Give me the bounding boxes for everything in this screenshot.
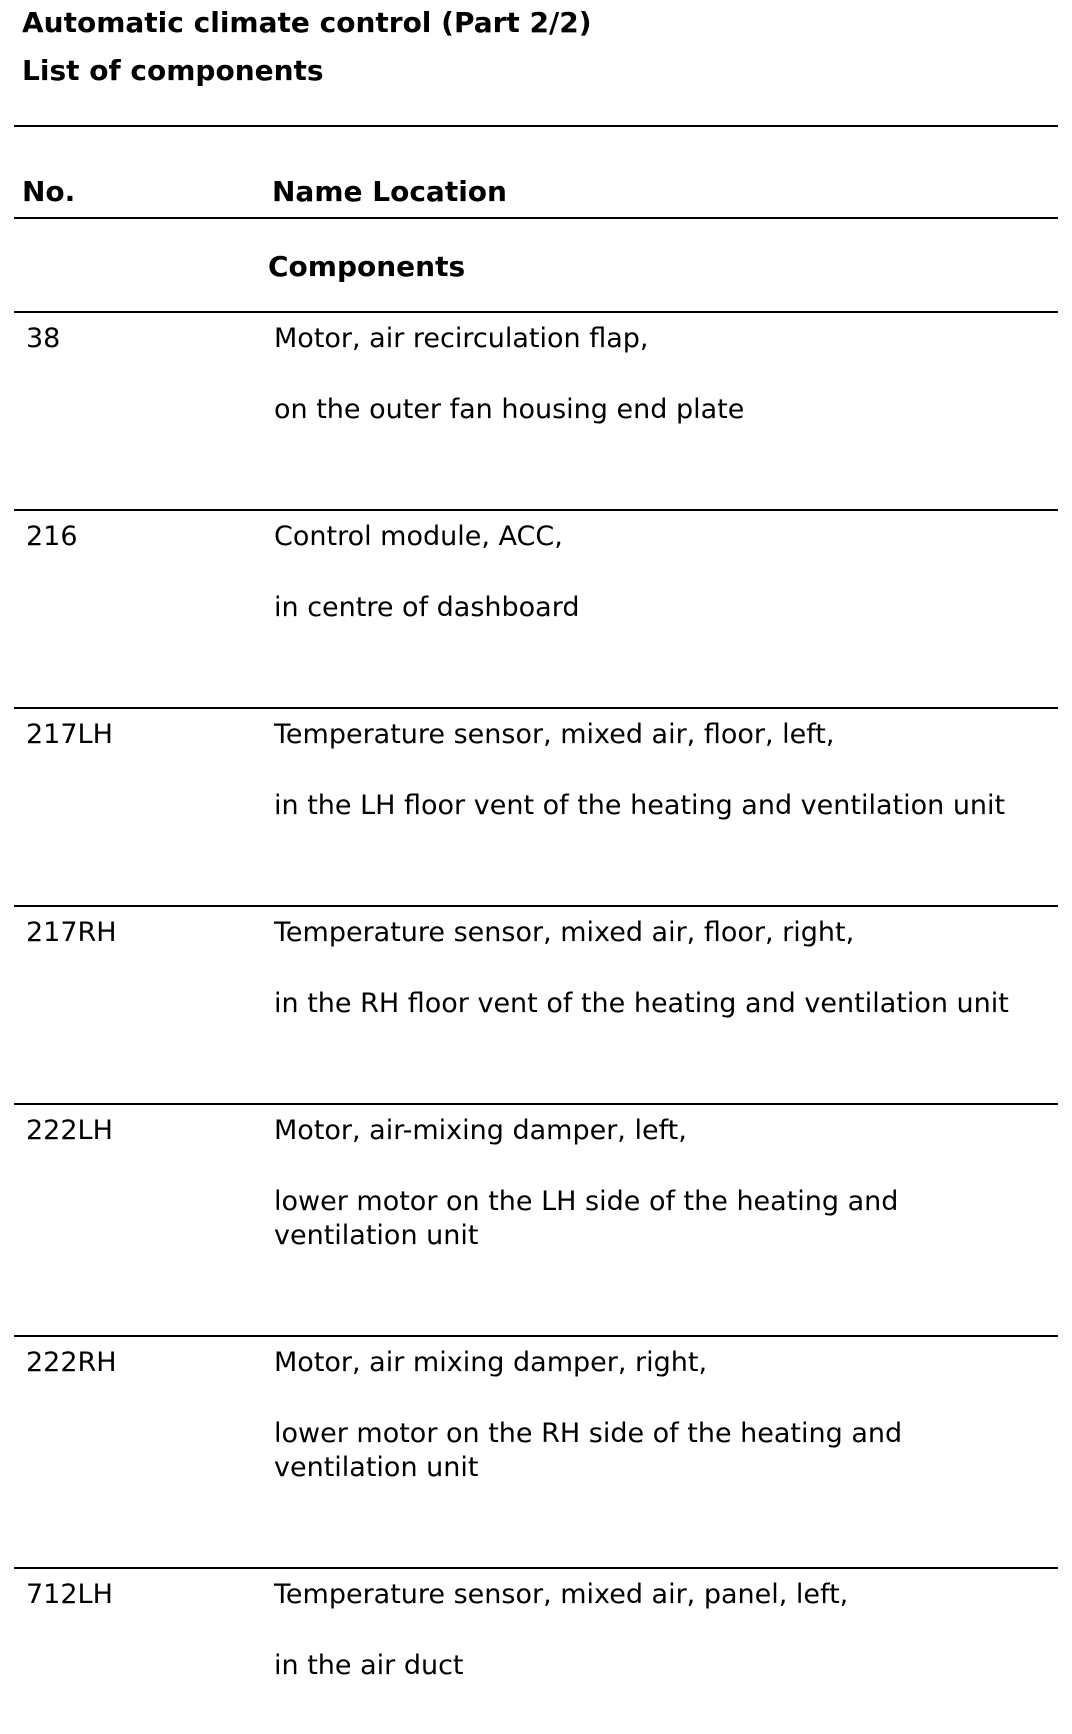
component-location: on the outer fan housing end plate	[274, 394, 745, 425]
component-location-continued: ventilation unit	[274, 1452, 479, 1483]
component-number: 222LH	[26, 1115, 113, 1146]
component-number: 712LH	[26, 1579, 113, 1610]
component-location: in the air duct	[274, 1650, 464, 1681]
component-name: Motor, air recirculation flap,	[274, 323, 649, 354]
component-name: Temperature sensor, mixed air, floor, left,	[274, 719, 835, 750]
column-header-name-location: Name Location	[272, 175, 507, 208]
component-location-continued: ventilation unit	[274, 1220, 479, 1251]
component-location: in the RH floor vent of the heating and ventilation unit	[274, 988, 1009, 1019]
component-location: in centre of dashboard	[274, 592, 580, 623]
top-divider	[14, 125, 1058, 127]
page-title: Automatic climate control (Part 2/2)	[22, 6, 592, 39]
component-name: Temperature sensor, mixed air, panel, left,	[274, 1579, 849, 1610]
component-name: Control module, ACC,	[274, 521, 563, 552]
column-header-no: No.	[22, 175, 76, 208]
component-number: 217LH	[26, 719, 113, 750]
header-divider	[14, 217, 1058, 219]
row-divider	[14, 905, 1058, 907]
row-divider	[14, 707, 1058, 709]
section-heading: Components	[268, 250, 466, 283]
component-name: Temperature sensor, mixed air, floor, right,	[274, 917, 855, 948]
page-subtitle: List of components	[22, 54, 324, 87]
component-number: 216	[26, 521, 78, 552]
component-number: 38	[26, 323, 61, 354]
component-number: 217RH	[26, 917, 117, 948]
component-location: lower motor on the RH side of the heating and	[274, 1418, 903, 1449]
section-divider	[14, 311, 1058, 313]
component-location: lower motor on the LH side of the heating and	[274, 1186, 899, 1217]
row-divider	[14, 509, 1058, 511]
component-location: in the LH floor vent of the heating and ventilation unit	[274, 790, 1006, 821]
row-divider	[14, 1103, 1058, 1105]
component-name: Motor, air-mixing damper, left,	[274, 1115, 687, 1146]
component-name: Motor, air mixing damper, right,	[274, 1347, 708, 1378]
row-divider	[14, 1567, 1058, 1569]
row-divider	[14, 1335, 1058, 1337]
component-number: 222RH	[26, 1347, 117, 1378]
